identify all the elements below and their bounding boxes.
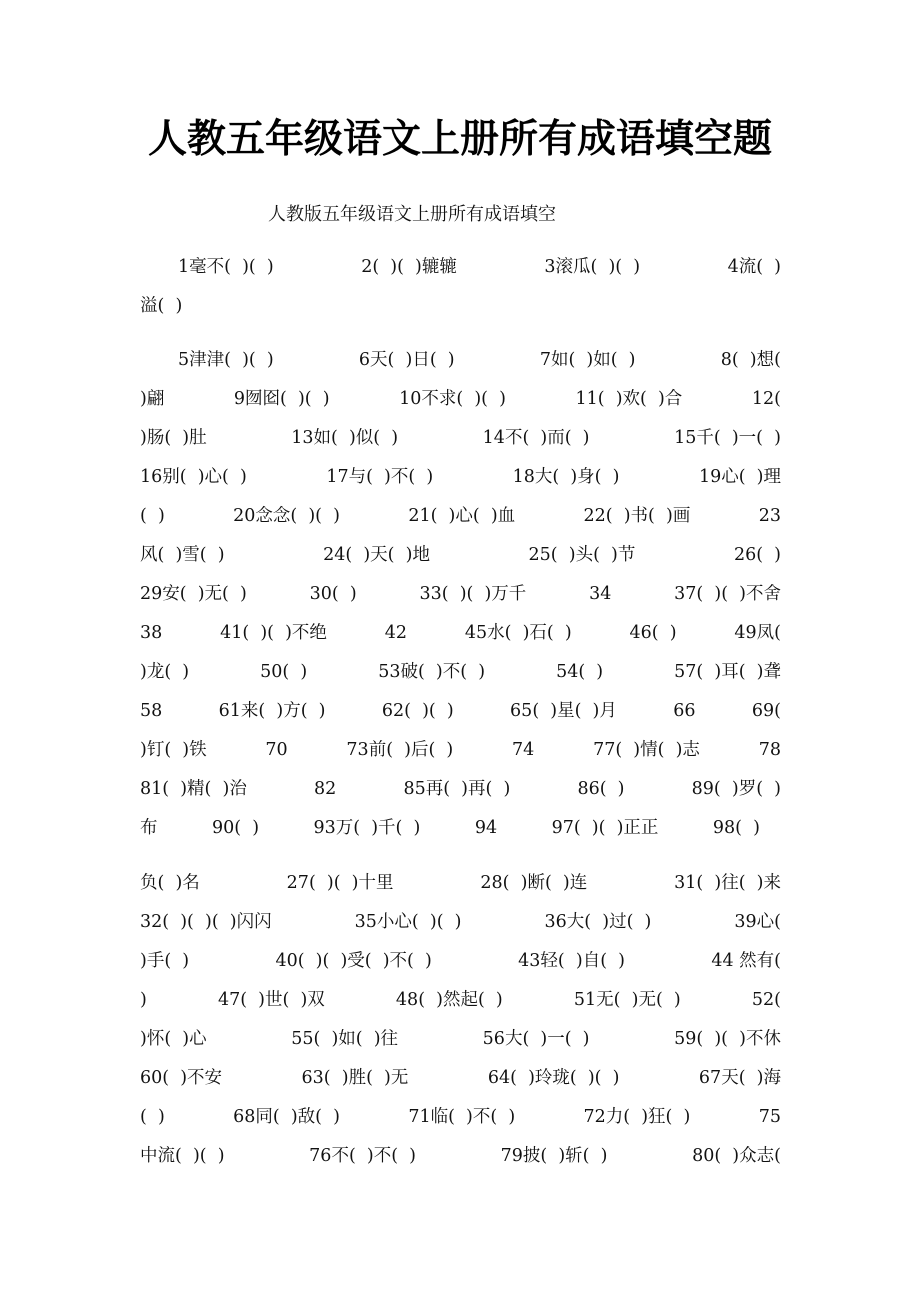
idiom-item: 54( ) <box>556 662 604 682</box>
idiom-item: 16别( )心( ) <box>140 467 247 487</box>
idiom-item: 10不求( )( ) <box>399 389 506 409</box>
idiom-item: 18大( )身( ) <box>512 467 620 487</box>
text-line <box>140 1026 781 1052</box>
text-line <box>140 659 781 685</box>
idiom-item: 45水( )石( ) <box>464 623 572 643</box>
text-line <box>140 464 781 490</box>
idiom-item: 28( )断( )连 <box>480 873 588 893</box>
text-line <box>140 425 781 451</box>
idiom-item: 66 <box>673 701 696 721</box>
idiom-item: 48( )然起( ) <box>395 990 503 1010</box>
text-line <box>140 870 781 896</box>
text-line <box>140 620 781 646</box>
idiom-item: 34 <box>589 584 612 604</box>
idiom-item: 3滚瓜( )( ) <box>544 257 641 277</box>
idiom-item: 89( )罗( ) <box>691 779 781 799</box>
idiom-item: 90( ) <box>211 818 260 838</box>
idiom-item: 15千( )一( ) <box>674 428 781 448</box>
idiom-item: 32( )( )( )闪闪 <box>140 912 272 932</box>
idiom-item: 38 <box>140 623 163 643</box>
document-subtitle: 人教版五年级语文上册所有成语填空 <box>268 204 556 225</box>
idiom-item: 负( )名 <box>140 873 200 893</box>
text-line <box>140 1104 781 1130</box>
text-line <box>140 987 781 1013</box>
text-line <box>140 293 781 319</box>
idiom-item: 56大( )一( ) <box>482 1029 590 1049</box>
idiom-item: 67天( )海 <box>698 1068 781 1088</box>
idiom-item: 93万( )千( ) <box>313 818 421 838</box>
idiom-item: 30( ) <box>309 584 357 604</box>
idiom-item: )肠( )肚 <box>140 428 207 448</box>
idiom-item: 12( <box>751 389 781 409</box>
idiom-item: 37( )( )不舍 <box>674 584 781 604</box>
text-line <box>140 542 781 568</box>
idiom-item: 68同( )敌( ) <box>233 1107 340 1127</box>
idiom-item: 36大( )过( ) <box>544 912 652 932</box>
idiom-item: 64( )玲珑( )( ) <box>487 1068 620 1088</box>
idiom-item: 4流( ) <box>727 257 781 277</box>
idiom-item: 35小心( )( ) <box>354 912 462 932</box>
idiom-item: 98( ) <box>712 818 760 838</box>
document-title: 人教五年级语文上册所有成语填空题 <box>147 117 772 162</box>
text-line <box>140 909 781 935</box>
idiom-item: 47( )世( )双 <box>217 990 325 1010</box>
idiom-item: 57( )耳( )聋 <box>674 662 781 682</box>
idiom-item: 41( )( )不绝 <box>220 623 327 643</box>
text-line <box>140 386 781 412</box>
idiom-item: 78 <box>758 740 781 760</box>
idiom-item: 25( )头( )节 <box>528 545 636 565</box>
text-line <box>140 1065 781 1091</box>
text-line <box>140 503 781 529</box>
idiom-item: ( ) <box>140 506 165 526</box>
idiom-item: 13如( )似( ) <box>291 428 399 448</box>
idiom-item: 26( ) <box>733 545 781 565</box>
idiom-item: 溢( ) <box>140 296 183 316</box>
idiom-item: 14不( )而( ) <box>482 428 590 448</box>
idiom-item: 39心( <box>734 912 781 932</box>
idiom-item: 22( )书( )画 <box>583 506 691 526</box>
idiom-item: 风( )雪( ) <box>140 545 225 565</box>
idiom-item: 69( <box>751 701 781 721</box>
text-line <box>140 737 781 763</box>
idiom-item: 33( )( )万千 <box>419 584 527 604</box>
idiom-item: 94 <box>474 818 498 838</box>
idiom-item: )手( ) <box>140 951 190 971</box>
idiom-item: 77( )情( )志 <box>593 740 700 760</box>
text-line <box>140 948 781 974</box>
idiom-item: 86( ) <box>577 779 625 799</box>
idiom-item: 6天( )日( ) <box>358 350 455 370</box>
idiom-item: )龙( ) <box>140 662 190 682</box>
idiom-item: 82 <box>314 779 337 799</box>
text-line <box>140 776 781 802</box>
idiom-item: 71临( )不( ) <box>408 1107 516 1127</box>
idiom-item: 65( )星( )月 <box>510 701 617 721</box>
idiom-item: ( ) <box>140 1107 165 1127</box>
idiom-item: 61来( )方( ) <box>218 701 326 721</box>
idiom-item: 49凤( <box>734 623 781 643</box>
idiom-item: 中流( )( ) <box>140 1146 225 1166</box>
idiom-item: 51无( )无( ) <box>573 990 681 1010</box>
idiom-item: 79披( )斩( ) <box>500 1146 608 1166</box>
text-line <box>140 815 760 841</box>
text-line <box>178 254 781 280</box>
idiom-item: 9囫囵( )( ) <box>233 389 330 409</box>
idiom-item: 60( )不安 <box>140 1068 223 1088</box>
idiom-item: 73前( )后( ) <box>346 740 454 760</box>
idiom-item: 81( )精( )治 <box>140 779 247 799</box>
idiom-item: 24( )天( )地 <box>323 545 430 565</box>
idiom-item: 11( )欢( )合 <box>575 389 683 409</box>
idiom-item: )钉( )铁 <box>140 740 207 760</box>
idiom-item: 5津津( )( ) <box>178 350 274 370</box>
idiom-item: 55( )如( )往 <box>291 1029 399 1049</box>
idiom-item: 2( )( )辘辘 <box>361 257 457 277</box>
text-line <box>140 698 781 724</box>
idiom-item: 46( ) <box>629 623 677 643</box>
idiom-item: 43轻( )自( ) <box>518 951 625 971</box>
idiom-item: 85再( )再( ) <box>403 779 511 799</box>
text-line <box>140 1143 781 1169</box>
idiom-item: 1毫不( )( ) <box>178 257 274 277</box>
idiom-item: 21( )心( )血 <box>408 506 516 526</box>
idiom-item: 62( )( ) <box>381 701 454 721</box>
idiom-item: 80( )众志( <box>692 1146 781 1166</box>
idiom-item: 75 <box>758 1107 781 1127</box>
idiom-item: 53破( )不( ) <box>378 662 486 682</box>
idiom-item: 19心( )理 <box>698 467 781 487</box>
idiom-item: 17与( )不( ) <box>326 467 434 487</box>
idiom-item: 63( )胜( )无 <box>301 1068 409 1088</box>
idiom-item: 59( )( )不休 <box>674 1029 781 1049</box>
idiom-item: 27( )( )十里 <box>286 873 394 893</box>
idiom-item: 52( <box>751 990 781 1010</box>
idiom-item: 8( )想( <box>720 350 781 370</box>
idiom-item: 44 然有( <box>711 951 781 971</box>
idiom-item: 29安( )无( ) <box>140 584 247 604</box>
idiom-item: ) <box>140 990 147 1010</box>
idiom-item: 23 <box>758 506 781 526</box>
idiom-item: 布 <box>140 818 158 838</box>
idiom-item: )怀( )心 <box>140 1029 207 1049</box>
idiom-item: 50( ) <box>260 662 308 682</box>
idiom-item: 72力( )狂( ) <box>583 1107 691 1127</box>
idiom-item: 31( )往( )来 <box>674 873 781 893</box>
idiom-item: 7如( )如( ) <box>539 350 636 370</box>
text-line <box>140 581 781 607</box>
text-line <box>178 347 781 373</box>
idiom-item: 20念念( )( ) <box>233 506 340 526</box>
idiom-item: )翩 <box>140 389 165 409</box>
idiom-item: 58 <box>140 701 163 721</box>
idiom-item: 74 <box>512 740 535 760</box>
idiom-item: 40( )( )受( )不( ) <box>275 951 432 971</box>
idiom-item: 42 <box>384 623 408 643</box>
idiom-item: 76不( )不( ) <box>309 1146 417 1166</box>
idiom-item: 97( )( )正正 <box>551 818 659 838</box>
idiom-item: 70 <box>265 740 288 760</box>
